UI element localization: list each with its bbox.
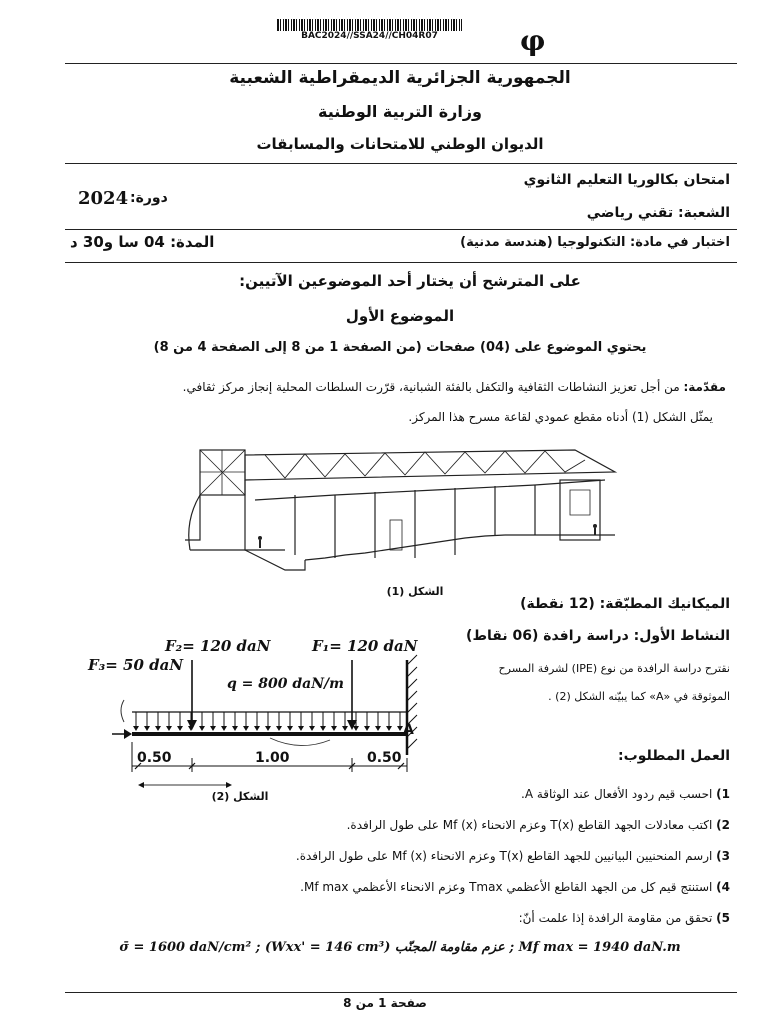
work-item-text: تحقق من مقاومة الرافدة إذا علمت أنّ: xyxy=(518,911,713,925)
work-item-text: اكتب معادلات الجهد القاطع T(x) وعزم الانحناء Mf (x) على طول الرافدة. xyxy=(346,818,713,832)
work-item-1 xyxy=(90,787,730,801)
exam-title: امتحان بكالوريا التعليم الثانوي xyxy=(523,172,730,188)
office-title: الديوان الوطني للامتحانات والمسابقات xyxy=(256,135,544,153)
intro-label: مقدّمة: xyxy=(683,380,726,394)
force-F1-label: F₁= 120 daN xyxy=(312,637,418,655)
subject-divider xyxy=(65,262,737,263)
figure1-caption: الشكل (1) xyxy=(386,585,444,598)
header-divider xyxy=(65,163,737,164)
beam-diagram xyxy=(110,640,440,790)
work-item-number: 3) xyxy=(716,849,730,863)
duration-label: المدة: xyxy=(170,233,215,251)
corner-symbol: φ xyxy=(520,24,546,57)
work-item-2 xyxy=(90,818,730,832)
work-item-number: 1) xyxy=(716,787,730,801)
info-divider xyxy=(65,229,737,230)
ministry-title: وزارة التربية الوطنية xyxy=(317,102,482,121)
dim-middle-label: 1.00 xyxy=(255,750,290,766)
support-A-label: A xyxy=(403,722,414,738)
proposal-line1: نقترح دراسة الرافدة من نوع (IPE) لشرفة المسرح xyxy=(498,662,730,675)
verification-formula: σ̄ = 1600 daN/cm² ; (Wxx' = 146 cm³) عزم مقاومة المجنّب ; Mf max = 1940 daN.m xyxy=(119,940,681,955)
barcode-text: BAC2024//SSA24//CH04R07 xyxy=(301,31,438,41)
mechanics-heading: الميكانيك المطبّقة: (12 نقطة) xyxy=(520,596,730,612)
distributed-load-label: q = 800 daN/m xyxy=(227,676,344,692)
choose-instruction: على المترشح أن يختار أحد الموضوعين الآتيين: xyxy=(239,272,581,290)
work-item-text: احسب قيم ردود الأفعال عند الوثاقة A. xyxy=(521,787,713,801)
session-label: دورة: xyxy=(130,190,168,206)
duration xyxy=(70,233,270,251)
work-item-number: 5) xyxy=(716,911,730,925)
force-F2-label: F₂= 120 daN xyxy=(165,637,271,655)
distributed-load-arrows xyxy=(136,712,400,728)
force-F3-label: F₃= 50 daN xyxy=(88,656,184,674)
pages-note: يحتوي الموضوع على (04) صفحات (من الصفحة 1 من 8 إلى الصفحة 4 من 8) xyxy=(153,340,647,355)
work-item-4 xyxy=(90,880,730,894)
barcode xyxy=(277,19,462,31)
work-item-3 xyxy=(90,849,730,863)
theatre-section-drawing xyxy=(175,440,620,590)
top-divider xyxy=(65,63,737,64)
work-item-number: 4) xyxy=(716,880,730,894)
figure2-caption: الشكل (2) xyxy=(211,790,269,803)
work-heading: العمل المطلوب: xyxy=(618,748,730,764)
footer-divider xyxy=(65,992,737,993)
work-item-text: ارسم المنحنيين البيانيين للجهد القاطع T(x) وعزم الانحناء Mf (x) على طول الرافدة. xyxy=(295,849,713,863)
republic-title: الجمهورية الجزائرية الديمقراطية الشعبية xyxy=(229,68,571,88)
intro-paragraph xyxy=(56,380,726,394)
dim-first-label: 0.50 xyxy=(137,750,172,766)
work-item-text: استنتج قيم كل من الجهد القاطع الأعظمي Tmax وعزم الانحناء الأعظمي Mf max. xyxy=(300,880,713,894)
proposal-line2: الموثوقة في «A» كما يبيّنه الشكل (2) . xyxy=(548,690,730,703)
work-item-5 xyxy=(90,911,730,925)
activity1-heading: النشاط الأول: دراسة رافدة (06 نقاط) xyxy=(466,628,730,644)
subject: اختبار في مادة: التكنولوجيا (هندسة مدنية) xyxy=(460,235,730,250)
branch: الشعبة: تقني رياضي xyxy=(586,205,730,221)
work-item-number: 2) xyxy=(716,818,730,832)
duration-value: 04 سا و30 د xyxy=(70,233,165,251)
topic-title: الموضوع الأول xyxy=(345,307,455,325)
intro-text: من أجل تعزيز النشاطات الثقافية والتكفل بالفئة الشبانية، قرّرت السلطات المحلية إنجاز مركز ثقافي. xyxy=(182,380,684,394)
page-number: صفحة 1 من 8 xyxy=(343,996,427,1010)
dim-last-label: 0.50 xyxy=(367,750,402,766)
figure1-ref: يمثّل الشكل (1) أدناه مقطع عمودي لقاعة مسرح هذا المركز. xyxy=(408,410,713,424)
session-year: 2024 xyxy=(78,188,129,209)
